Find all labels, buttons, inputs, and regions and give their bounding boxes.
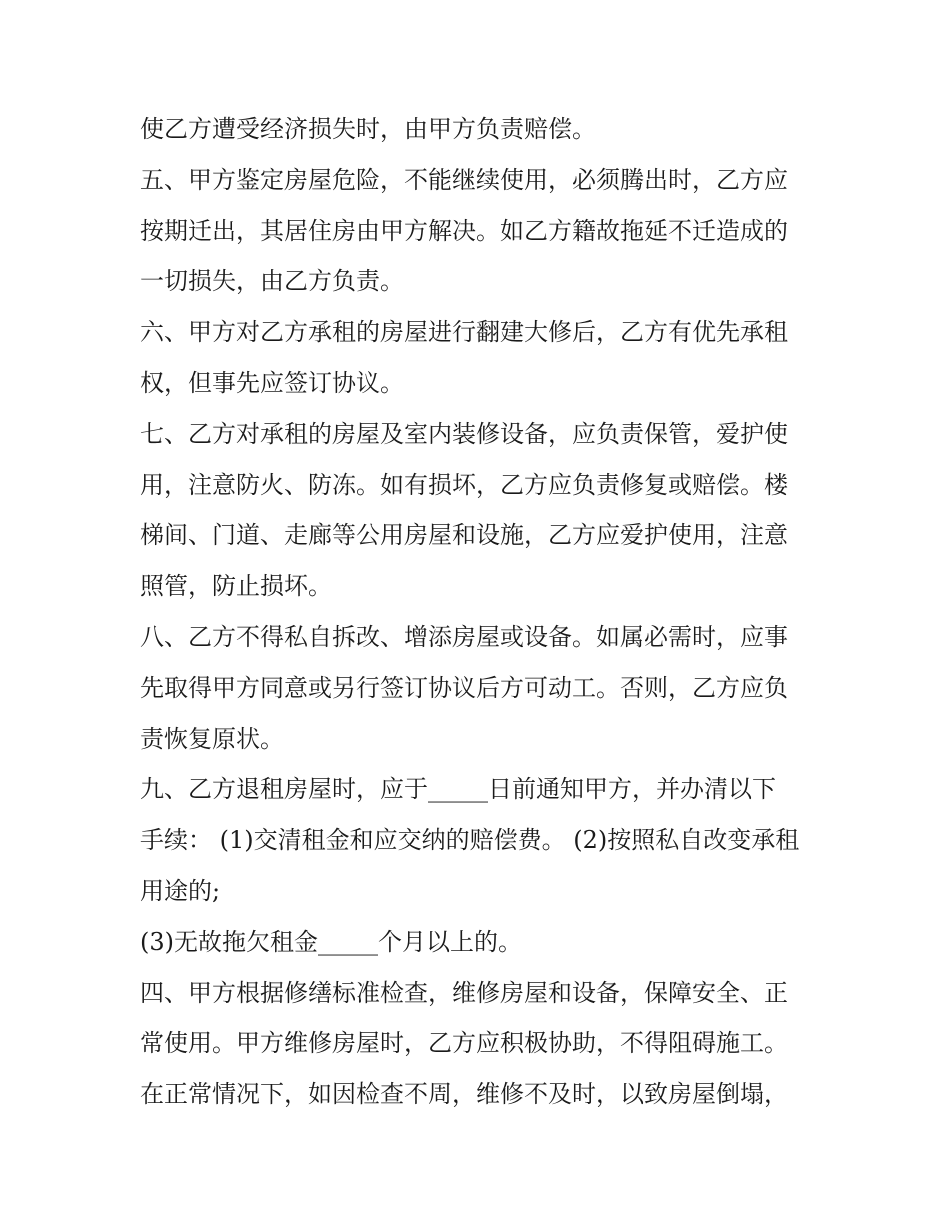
text-line: 七、乙方对承租的房屋及室内装修设备，应负责保管，爱护使: [140, 419, 788, 448]
text-line: 五、甲方鉴定房屋危险，不能继续使用，必须腾出时，乙方应: [140, 165, 788, 194]
text-line: 四、甲方根据修缮标准检查，维修房屋和设备，保障安全、正: [140, 978, 788, 1007]
text-line: 责恢复原状。: [140, 724, 284, 753]
text-line: 梯间、门道、走廊等公用房屋和设施，乙方应爱护使用，注意: [140, 521, 788, 550]
text-line: 照管，防止损坏。: [140, 572, 332, 601]
contract-body-text: [140, 104, 820, 1120]
text-line: 常使用。甲方维修房屋时，乙方应积极协助，不得阻碍施工。: [140, 1029, 788, 1058]
text-line: 八、乙方不得私自拆改、增添房屋或设备。如属必需时，应事: [140, 622, 788, 651]
text-line: 权，但事先应签订协议。: [140, 368, 404, 397]
text-line: 按期迁出，其居住房由甲方解决。如乙方籍故拖延不迁造成的: [140, 216, 788, 245]
text-line: 手续： (1)交清租金和应交纳的赔偿费。 (2)按照私自改变承租: [140, 826, 800, 855]
text-line: 先取得甲方同意或另行签订协议后方可动工。否则，乙方应负: [140, 673, 788, 702]
text-line: 一切损失，由乙方负责。: [140, 267, 404, 296]
text-line: (3)无故拖欠租金_____个月以上的。: [140, 927, 522, 956]
text-line: 用，注意防火、防冻。如有损坏，乙方应负责修复或赔偿。楼: [140, 470, 788, 499]
text-line: 在正常情况下，如因检查不周，维修不及时，以致房屋倒塌，: [140, 1080, 788, 1109]
text-line: 九、乙方退租房屋时，应于_____日前通知甲方，并办清以下: [140, 775, 776, 804]
text-line: 使乙方遭受经济损失时，由甲方负责赔偿。: [140, 115, 596, 143]
text-line: 用途的;: [140, 876, 221, 905]
text-line: 六、甲方对乙方承租的房屋进行翻建大修后，乙方有优先承租: [140, 318, 788, 347]
